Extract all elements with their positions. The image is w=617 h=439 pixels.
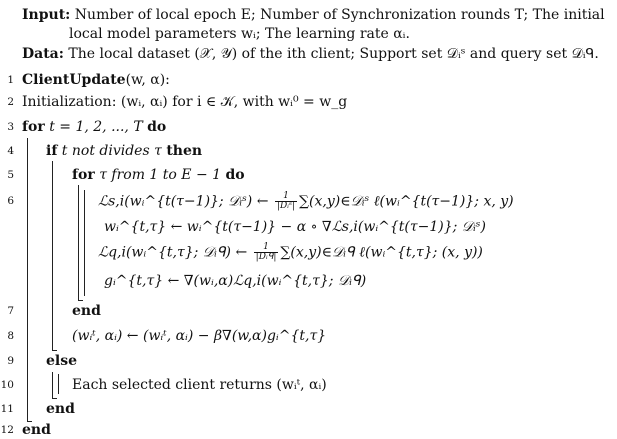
keyword: end: [22, 422, 51, 438]
line-text: ℒq,i(wᵢ^{t,τ}; 𝒟ᵢᑫ) ←: [98, 244, 252, 261]
line-text-tail: ∑(x,y)∈𝒟ᵢˢ ℓ(wᵢ^{t(τ−1)}; x, y): [299, 193, 514, 210]
for-block-bar: [27, 138, 28, 422]
data-line: [22, 45, 599, 63]
line-number: 4: [7, 145, 14, 157]
if-block-bar: [52, 161, 53, 351]
line-text: (w, α):: [125, 72, 170, 88]
inner-for-hook: [78, 300, 83, 301]
input-line-2: [69, 25, 410, 43]
body-bar: [84, 190, 85, 296]
line-number: 3: [7, 121, 14, 133]
keyword: do: [147, 119, 167, 135]
else-block-hook: [52, 398, 57, 399]
keyword: end: [46, 401, 75, 417]
line-number: 1: [7, 74, 14, 86]
line-number: 8: [7, 330, 14, 342]
inner-for-bar: [78, 185, 79, 301]
line-text: t = 1, 2, ..., T: [49, 119, 143, 135]
fraction: [254, 243, 279, 262]
line-text: Initialization: (wᵢ, αᵢ) for i ∈ 𝒦, with wᵢ⁰ = w_g: [22, 94, 348, 110]
input-text-2: local model parameters wᵢ; The learning rate αᵢ.: [69, 26, 410, 42]
line-number: 12: [0, 424, 14, 436]
keyword: if: [46, 143, 58, 159]
line-text: t not divides τ: [61, 143, 162, 159]
input-text-1: Number of local epoch E; Number of Synchronization rounds T; The initial: [74, 7, 605, 23]
else-block-bar: [52, 372, 53, 399]
fraction-numerator: 1: [275, 192, 297, 202]
line-number: 11: [0, 403, 14, 415]
data-label: Data:: [22, 46, 64, 62]
fraction-denominator: |Dᵢˢ|: [276, 201, 296, 211]
keyword: else: [46, 353, 78, 369]
keyword: ClientUpdate: [22, 72, 126, 88]
line-text: ℒs,i(wᵢ^{t(τ−1)}; 𝒟ᵢˢ) ←: [98, 193, 273, 210]
else-body-bar: [58, 374, 59, 394]
keyword: then: [166, 143, 203, 159]
line-number: 5: [7, 169, 14, 181]
line-number: 9: [7, 355, 14, 367]
line-text: τ from 1 to E − 1: [99, 167, 222, 183]
keyword: for: [22, 119, 45, 135]
line-number: 2: [7, 96, 14, 108]
for-block-hook: [27, 421, 32, 422]
line-number: 6: [7, 195, 14, 207]
keyword: do: [225, 167, 245, 183]
input-label: Input:: [22, 7, 71, 23]
keyword: for: [72, 167, 95, 183]
line-number: 7: [7, 305, 14, 317]
line-text: wᵢ^{t,τ} ← wᵢ^{t(τ−1)} − α ∘ ∇ℒs,i(wᵢ^{t(τ−1)}; 𝒟ᵢˢ): [104, 219, 486, 235]
data-text: The local dataset (𝒳, 𝒴) of the ith client; Support set 𝒟ᵢˢ and query set 𝒟ᵢᑫ.: [68, 46, 599, 62]
line-text: (wᵢᵗ, αᵢ) ← (wᵢᵗ, αᵢ) − β∇(w,α)gᵢ^{t,τ}: [72, 328, 327, 344]
fraction-numerator: 1: [254, 243, 279, 253]
if-block-hook: [52, 350, 57, 351]
input-line-1: [22, 6, 605, 24]
keyword: end: [72, 303, 101, 319]
line-text-tail: ∑(x,y)∈𝒟ᵢᑫ ℓ(wᵢ^{t,τ}; (x, y)): [280, 244, 483, 261]
line-text: Each selected client returns (wᵢᵗ, αᵢ): [72, 377, 327, 393]
fraction: [275, 192, 297, 211]
line-text: gᵢ^{t,τ} ← ∇(wᵢ,α)ℒq,i(wᵢ^{t,τ}; 𝒟ᵢᑫ): [104, 273, 367, 289]
line-number: 10: [0, 379, 14, 391]
fraction-denominator: |Dᵢᑫ|: [255, 252, 277, 262]
